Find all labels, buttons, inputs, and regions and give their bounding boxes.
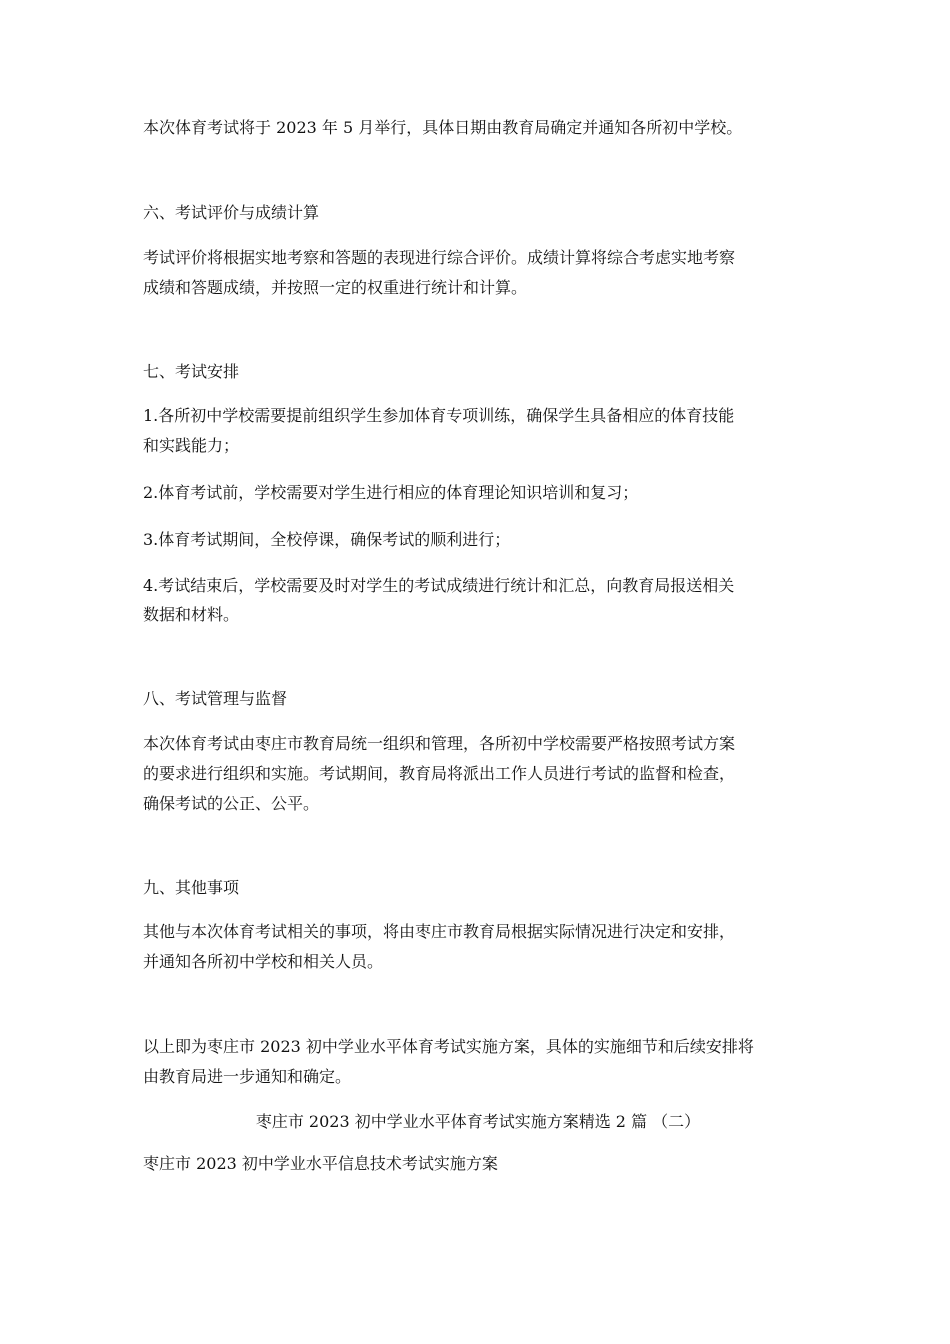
section-heading-management: 八、考试管理与监督 bbox=[143, 689, 288, 708]
list-item-2: 2.体育考试前，学校需要对学生进行相应的体育理论知识培训和复习； bbox=[143, 483, 639, 502]
list-item-4-line-2: 数据和材料。 bbox=[143, 605, 240, 624]
list-item-1-line-1: 1.各所初中学校需要提前组织学生参加体育专项训练，确保学生具备相应的体育技能 bbox=[143, 406, 735, 425]
part-two-title: 枣庄市 2023 初中学业水平体育考试实施方案精选 2 篇 （二） bbox=[255, 1112, 701, 1131]
section-heading-evaluation: 六、考试评价与成绩计算 bbox=[143, 203, 320, 222]
paragraph-management-line-3: 确保考试的公正、公平。 bbox=[143, 794, 320, 813]
document-subtitle: 枣庄市 2023 初中学业水平信息技术考试实施方案 bbox=[143, 1154, 498, 1173]
paragraph-evaluation-line-2: 成绩和答题成绩，并按照一定的权重进行统计和计算。 bbox=[143, 278, 528, 297]
list-item-3: 3.体育考试期间，全校停课，确保考试的顺利进行； bbox=[143, 530, 511, 549]
section-heading-arrangement: 七、考试安排 bbox=[143, 362, 240, 381]
list-item-4-line-1: 4.考试结束后，学校需要及时对学生的考试成绩进行统计和汇总，向教育局报送相关 bbox=[143, 576, 735, 595]
list-item-1-line-2: 和实践能力； bbox=[143, 436, 240, 455]
paragraph-summary-line-2: 由教育局进一步通知和确定。 bbox=[143, 1067, 352, 1086]
paragraph-evaluation-line-1: 考试评价将根据实地考察和答题的表现进行综合评价。成绩计算将综合考虑实地考察 bbox=[143, 248, 736, 267]
paragraph-management-line-1: 本次体育考试由枣庄市教育局统一组织和管理，各所初中学校需要严格按照考试方案 bbox=[143, 734, 736, 753]
section-heading-other: 九、其他事项 bbox=[143, 878, 240, 897]
paragraph-exam-date: 本次体育考试将于 2023 年 5 月举行，具体日期由教育局确定并通知各所初中学校。 bbox=[143, 118, 743, 137]
paragraph-other-line-1: 其他与本次体育考试相关的事项，将由枣庄市教育局根据实际情况进行决定和安排， bbox=[143, 922, 736, 941]
paragraph-other-line-2: 并通知各所初中学校和相关人员。 bbox=[143, 952, 384, 971]
paragraph-summary-line-1: 以上即为枣庄市 2023 初中学业水平体育考试实施方案，具体的实施细节和后续安排将 bbox=[143, 1037, 754, 1056]
paragraph-management-line-2: 的要求进行组织和实施。考试期间，教育局将派出工作人员进行考试的监督和检查， bbox=[143, 764, 736, 783]
